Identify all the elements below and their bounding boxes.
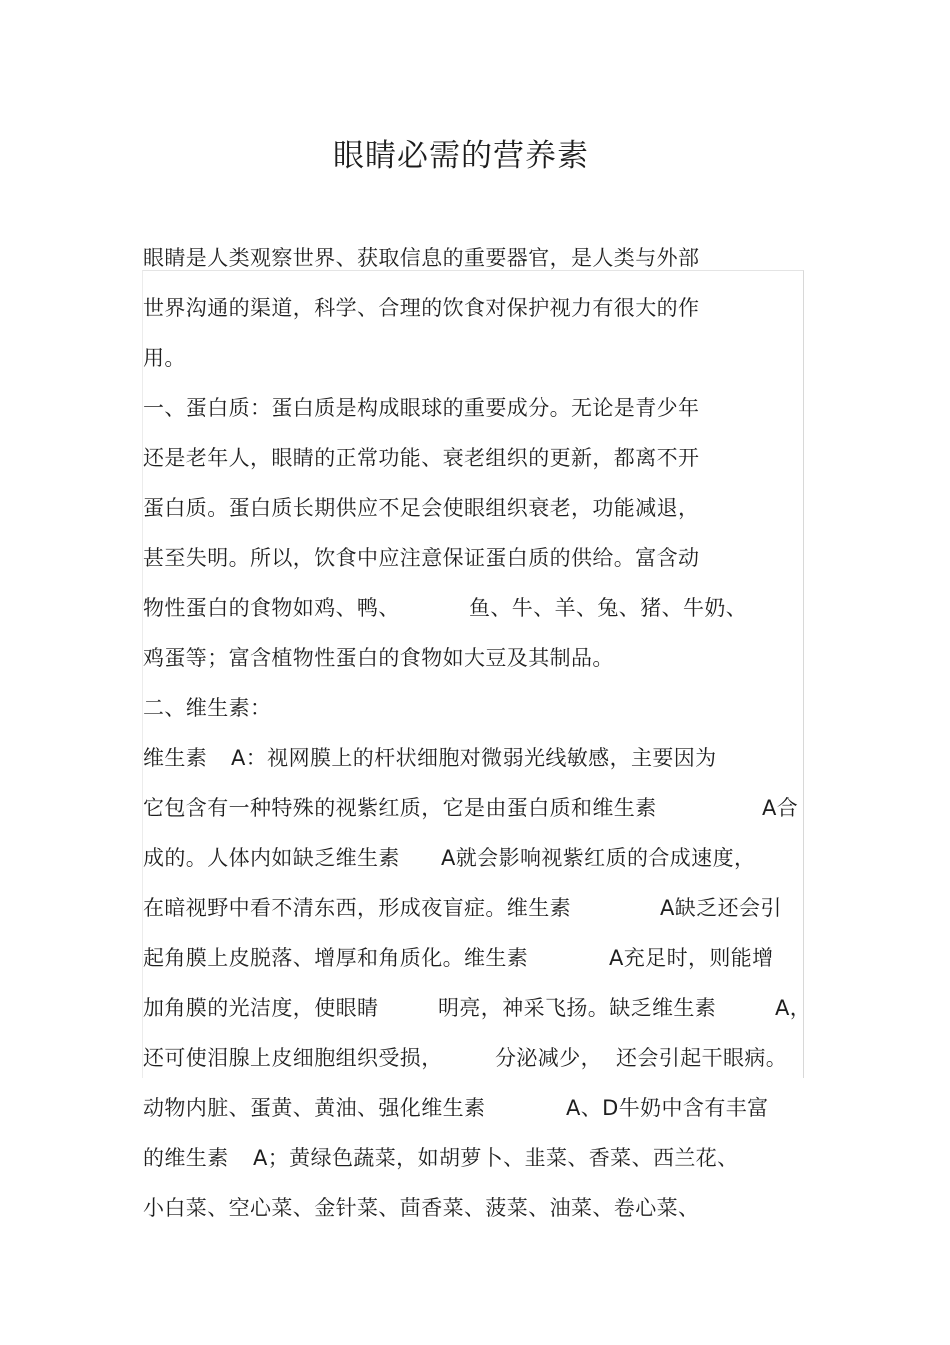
- text-segment: A就会影响视紫红质的合成速度，: [441, 846, 756, 870]
- text-segment: A，: [775, 996, 812, 1020]
- document-title: 眼睛必需的营养素: [333, 138, 589, 174]
- text-segment: 还是老年人，眼睛的正常功能、衰老组织的更新，都离不开: [143, 446, 700, 470]
- text-segment: 它包含有一种特殊的视紫红质，它是由蛋白质和维生素: [143, 796, 657, 820]
- text-segment: 动物内脏、蛋黄、黄油、强化维生素: [143, 1096, 486, 1120]
- text-segment: 在暗视野中看不清东西，形成夜盲症。维生素: [143, 896, 571, 920]
- text-segment: A充足时，则能增: [609, 946, 774, 970]
- text-segment: 明亮，神采飞扬。缺乏维生素: [438, 996, 717, 1020]
- text-segment: A；黄绿色蔬菜，如胡萝卜、韭菜、香菜、西兰花、: [253, 1146, 739, 1170]
- text-segment: 分泌减少，: [495, 1046, 602, 1070]
- text-segment: 蛋白质。蛋白质长期供应不足会使眼组织衰老，功能减退，: [143, 496, 700, 520]
- text-segment: A、D牛奶中含有丰富: [566, 1096, 769, 1120]
- text-segment: 小白菜、空心菜、金针菜、茴香菜、菠菜、油菜、卷心菜、: [143, 1196, 700, 1220]
- text-segment: 起角膜上皮脱落、增厚和角质化。维生素: [143, 946, 529, 970]
- text-segment: 二、维生素：: [143, 696, 272, 720]
- text-segment: 成的。人体内如缺乏维生素: [143, 846, 400, 870]
- text-segment: 维生素: [143, 746, 208, 770]
- text-segment: 甚至失明。所以，饮食中应注意保证蛋白质的供给。富含动: [143, 546, 700, 570]
- text-segment: A缺乏还会引: [660, 896, 782, 920]
- text-segment: 鱼、牛、羊、兔、猪、牛奶、: [469, 596, 748, 620]
- text-segment: 还可使泪腺上皮细胞组织受损，: [143, 1046, 443, 1070]
- text-segment: 还会引起干眼病。: [616, 1046, 788, 1070]
- text-segment: 世界沟通的渠道，科学、合理的饮食对保护视力有很大的作: [143, 296, 700, 320]
- text-segment: 加角膜的光洁度，使眼睛: [143, 996, 379, 1020]
- text-segment: 用。: [143, 346, 186, 370]
- text-segment: A：视网膜上的杆状细胞对微弱光线敏感，主要因为: [231, 746, 717, 770]
- text-segment: 一、蛋白质：蛋白质是构成眼球的重要成分。无论是青少年: [143, 396, 700, 420]
- text-segment: A合: [762, 796, 799, 820]
- text-segment: 眼睛是人类观察世界、获取信息的重要器官，是人类与外部: [143, 246, 700, 270]
- text-segment: 的维生素: [143, 1146, 229, 1170]
- text-segment: 物性蛋白的食物如鸡、鸭、: [143, 596, 400, 620]
- text-segment: 鸡蛋等；富含植物性蛋白的食物如大豆及其制品。: [143, 646, 614, 670]
